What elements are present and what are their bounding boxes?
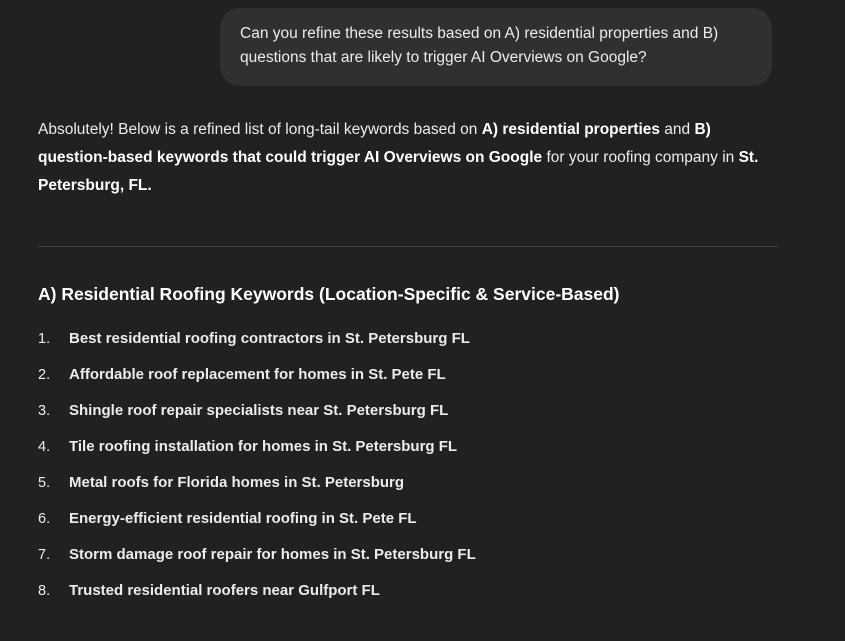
list-item-number: 2. [38, 367, 51, 383]
assistant-message [0, 86, 845, 609]
list-item-label: Trusted residential roofers near Gulfport FL [69, 582, 380, 599]
list-item-label: Energy-efficient residential roofing in St. Pete FL [69, 510, 417, 527]
intro-part-3: B) question-based keywords that could trigger AI Overviews on Google [38, 121, 711, 166]
list-item [38, 321, 775, 357]
intro-part-4: for your roofing company in [542, 149, 739, 166]
list-item-number: 7. [38, 547, 51, 563]
list-item [38, 501, 775, 537]
list-item [38, 573, 775, 609]
list-item-number: 4. [38, 439, 51, 455]
intro-part-1: A) residential properties [481, 121, 660, 138]
list-item-number: 8. [38, 583, 51, 599]
list-item-label: Tile roofing installation for homes in St. Petersburg FL [69, 438, 458, 455]
section-a-keyword-list [38, 321, 775, 609]
section-divider [38, 246, 778, 247]
user-message-bubble[interactable]: Can you refine these results based on A) residential properties and B) questions that are likely to trigger AI Overviews on Google? [220, 8, 772, 86]
list-item [38, 429, 775, 465]
intro-part-2: and [660, 121, 695, 138]
user-message-row [0, 0, 845, 86]
list-item [38, 357, 775, 393]
list-item-label: Affordable roof replacement for homes in St. Pete FL [69, 366, 446, 383]
intro-part-0: Absolutely! Below is a refined list of long-tail keywords based on [38, 121, 482, 138]
intro-part-5: St. Petersburg, FL. [38, 149, 759, 194]
list-item-label: Shingle roof repair specialists near St. Petersburg FL [69, 402, 449, 419]
list-item-label: Metal roofs for Florida homes in St. Petersburg [69, 474, 405, 491]
list-item [38, 393, 775, 429]
list-item-number: 1. [38, 331, 51, 347]
list-item-number: 6. [38, 511, 51, 527]
list-item [38, 465, 775, 501]
assistant-intro-paragraph [38, 116, 775, 200]
list-item-label: Best residential roofing contractors in St. Petersburg FL [69, 330, 470, 347]
list-item-number: 3. [38, 403, 51, 419]
list-item [38, 537, 775, 573]
section-a-heading: A) Residential Roofing Keywords (Location-Specific & Service-Based) [38, 284, 620, 304]
list-item-label: Storm damage roof repair for homes in St. Petersburg FL [69, 546, 476, 563]
list-item-number: 5. [38, 475, 51, 491]
